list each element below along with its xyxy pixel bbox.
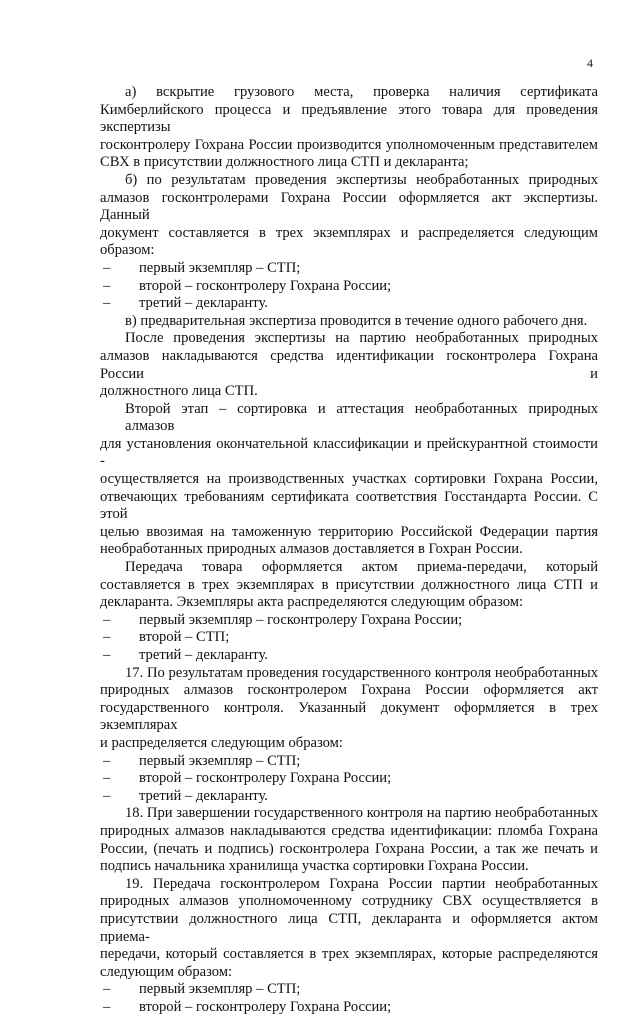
- text-line: в) предварительная экспертиза проводится в течение одного рабочего дня.: [125, 312, 588, 329]
- bullet-dash: –: [103, 629, 111, 646]
- text-line: а) вскрытие грузового места, проверка наличия сертификата: [125, 84, 598, 100]
- list-item-text: первый экземпляр – СТП;: [139, 981, 301, 998]
- list-item-text: второй – госконтролеру Гохрана России;: [139, 998, 392, 1015]
- bullet-dash: –: [103, 770, 111, 787]
- text-line: осуществляется на производственных участках сортировки Гохрана России,: [100, 471, 598, 488]
- list-item: [100, 612, 598, 630]
- text-line: декларанта. Экземпляры акта распределяются следующим образом:: [100, 594, 524, 611]
- text-line: отвечающих требованиям сертификата соответствия Госстандарта России. С этой: [100, 488, 598, 523]
- text-line: 19. Передача госконтролером Гохрана России партии необработанных: [125, 875, 598, 892]
- text-line: составляется в трех экземплярах в присутствии должностного лица СТП и: [100, 576, 598, 593]
- text-line: для установления окончательной классификации и прейскурантной стоимости -: [100, 435, 598, 470]
- list-item-text: первый экземпляр – госконтролеру Гохрана России;: [139, 611, 463, 628]
- text-line: необработанных природных алмазов доставляется в Гохран России.: [100, 541, 523, 558]
- text-line: следующим образом:: [100, 963, 233, 980]
- list-item: [100, 260, 598, 278]
- text-line: государственного контроля. Указанный документ оформляется в трех экземплярах: [100, 699, 598, 734]
- list-item: [100, 629, 598, 647]
- list-item: [100, 278, 598, 296]
- text-line: 17. По результатам проведения государственного контроля необработанных: [125, 664, 598, 681]
- text-line: Второй этап – сортировка и аттестация необработанных природных алмазов: [125, 400, 598, 435]
- bullet-dash: –: [103, 981, 111, 998]
- bullet-dash: –: [103, 259, 111, 276]
- text-line: передачи, который составляется в трех экземплярах, которые распределяются: [100, 946, 598, 963]
- list-item: [100, 788, 598, 806]
- text-line: должностного лица СТП.: [100, 383, 258, 400]
- list-item: [100, 999, 598, 1016]
- text-line: 18. При завершении государственного контроля на партию необработанных: [125, 805, 598, 822]
- text-line: целью ввозимая на таможенную территорию Российской Федерации партия: [100, 523, 598, 540]
- text-line: подпись начальника хранилища участка сортировки Гохрана России.: [100, 858, 529, 875]
- bullet-dash: –: [103, 752, 111, 769]
- list-item: [100, 981, 598, 999]
- list-item: [100, 770, 598, 788]
- list-item-text: второй – госконтролеру Гохрана России;: [139, 770, 392, 787]
- page-number: 4: [587, 56, 593, 70]
- text-line: СВХ в присутствии должностного лица СТП и декларанта;: [100, 154, 469, 171]
- list-item-text: второй – госконтролеру Гохрана России;: [139, 277, 392, 294]
- bullet-dash: –: [103, 295, 111, 312]
- bullet-dash: –: [103, 998, 111, 1015]
- list-item-text: третий – декларанту.: [139, 295, 268, 312]
- list-item: [100, 647, 598, 665]
- text-line: документ составляется в трех экземплярах и распределяется следующим образом:: [100, 224, 598, 259]
- bullet-dash: –: [103, 611, 111, 628]
- text-line: России, (печать и подпись) госконтролера Гохрана России, а так же печать и: [100, 840, 598, 857]
- text-line: природных алмазов госконтролером Гохрана России оформляется акт: [100, 682, 598, 699]
- text-line: природных алмазов уполномоченному сотруднику СВХ осуществляется в: [100, 893, 598, 910]
- text-line: Кимберлийского процесса и предъявление этого товара для проведения экспертизы: [100, 101, 598, 136]
- list-item-text: первый экземпляр – СТП;: [139, 752, 301, 769]
- text-line: Передача товара оформляется актом приема-передачи, который: [125, 559, 598, 576]
- text-line: б) по результатам проведения экспертизы необработанных природных: [125, 171, 598, 188]
- list-item: [100, 295, 598, 313]
- list-item-text: третий – декларанту.: [139, 647, 268, 663]
- list-item-text: второй – СТП;: [139, 629, 230, 646]
- bullet-dash: –: [103, 647, 111, 663]
- text-line: После проведения экспертизы на партию необработанных природных: [125, 330, 598, 347]
- text-line: госконтролеру Гохрана России производится уполномоченным представителем: [100, 136, 598, 153]
- list-item-text: первый экземпляр – СТП;: [139, 259, 301, 276]
- text-line: алмазов накладываются средства идентификации госконтролера Гохрана России и: [100, 347, 598, 382]
- bullet-dash: –: [103, 787, 111, 804]
- text-line: алмазов госконтролерами Гохрана России оформляется акт экспертизы. Данный: [100, 189, 598, 224]
- text-line: и распределяется следующим образом:: [100, 734, 343, 751]
- document-body: [100, 84, 598, 1016]
- text-line: природных алмазов накладываются средства идентификации: пломба Гохрана: [100, 822, 598, 839]
- list-item-text: третий – декларанту.: [139, 787, 268, 804]
- bullet-dash: –: [103, 277, 111, 294]
- list-item: [100, 753, 598, 771]
- text-line: присутствии должностного лица СТП, декларанта и оформляется актом приема-: [100, 910, 598, 945]
